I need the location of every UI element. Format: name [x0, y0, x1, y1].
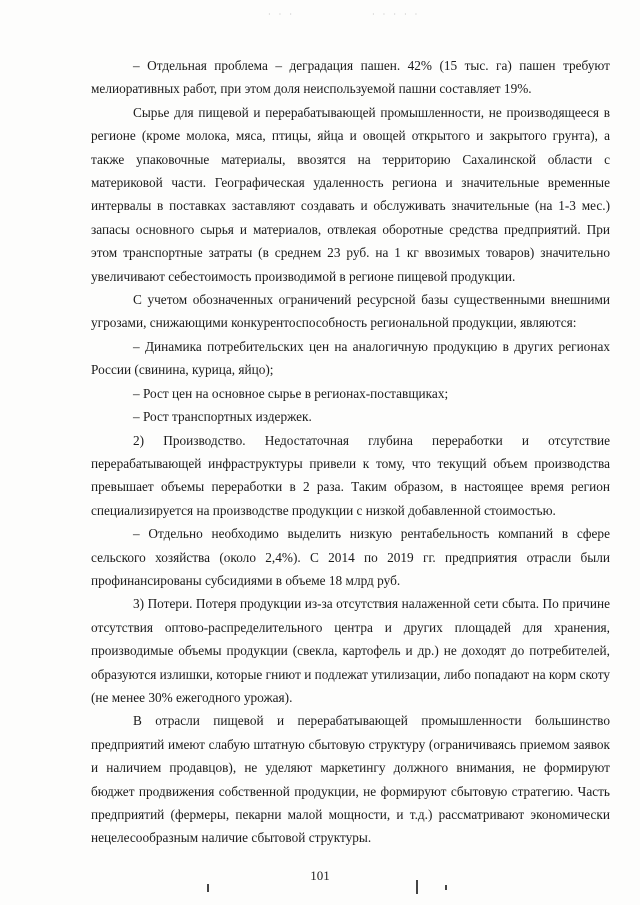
paragraph-6: – Рост транспортных издержек.	[133, 409, 312, 425]
scan-mark-left	[207, 884, 209, 892]
body-text	[91, 54, 610, 850]
paragraph-8: – Отдельно необходимо выделить низкую рентабельность компаний в сфере сельского хозяйства (около 2,4%). С 2014 по 2019 гг. предприятия отрасли были профинансированы субсидиями в объеме 18 млрд руб.	[91, 526, 610, 588]
paragraph-7: 2) Производство. Недостаточная глубина переработки и отсутствие перерабатывающей инфраструктуры привели к тому, что текущий объем производства превышает объемы переработки в 2 раза. Таким образом, в настоящее время регион специализируется на производстве продукции с низкой добавленной стоимостью.	[91, 432, 610, 518]
scan-noise-top-right: · · · · ·	[372, 10, 421, 19]
page-number: 101	[310, 868, 330, 883]
scan-mark-center	[416, 880, 418, 894]
paragraph-4: – Динамика потребительских цен на аналогичную продукцию в других регионах России (свинина, курица, яйцо);	[91, 338, 610, 378]
scan-mark-right	[445, 885, 447, 890]
paragraph-5: – Рост цен на основное сырье в регионах-поставщиках;	[133, 385, 449, 401]
paragraph-1: – Отдельная проблема – деградация пашен. 42% (15 тыс. га) пашен требуют мелиоративных работ, при этом доля неиспользуемой пашни составляет 19%.	[91, 58, 610, 97]
paragraph-3: С учетом обозначенных ограничений ресурсной базы существенными внешними угрозами, снижающими конкурентоспособность региональной продукции, являются:	[91, 292, 610, 331]
paragraph-2: Сырье для пищевой и перерабатывающей промышленности, не производящееся в регионе (кроме молока, мяса, птицы, яйца и овощей открытого и закрытого грунта), а также упаковочные материалы, ввозятся на территорию Сахалинской области с материковой части. Географическая удаленность региона и значительные временные интервалы в поставках заставляют создавать и обслуживать значительные (на 1-3 мес.) запасы основного сырья и материалов, отвлекая оборотные средства предприятий. При этом транспортные затраты (в среднем 23 руб. на 1 кг ввозимых товаров) значительно увеличивают себестоимость производимой в регионе пищевой продукции.	[91, 104, 610, 284]
paragraph-10: В отрасли пищевой и перерабатывающей промышленности большинство предприятий имеют слабую штатную сбытовую структуру (ограничиваясь приемом заявок и наличием продавцов), не уделяют маркетингу должного внимания, не формируют бюджет продвижения собственной продукции, не формируют сбытовую стратегию. Часть предприятий (фермеры, пекарни малой мощности, и т.д.) рассматривают экономически нецелесообразным наличие сбытовой структуры.	[91, 713, 610, 846]
paragraph-9: 3) Потери. Потеря продукции из-за отсутствия налаженной сети сбыта. По причине отсутствия оптово-распределительного центра и других площадей для хранения, производимые объемы продукции (свекла, картофель и др.) не доходят до потребителей, образуются излишки, которые гниют и подлежат утилизации, либо попадают на корм скоту (не менее 30% ежегодного урожая).	[91, 596, 610, 705]
scan-noise-top: · · ·	[268, 10, 295, 19]
